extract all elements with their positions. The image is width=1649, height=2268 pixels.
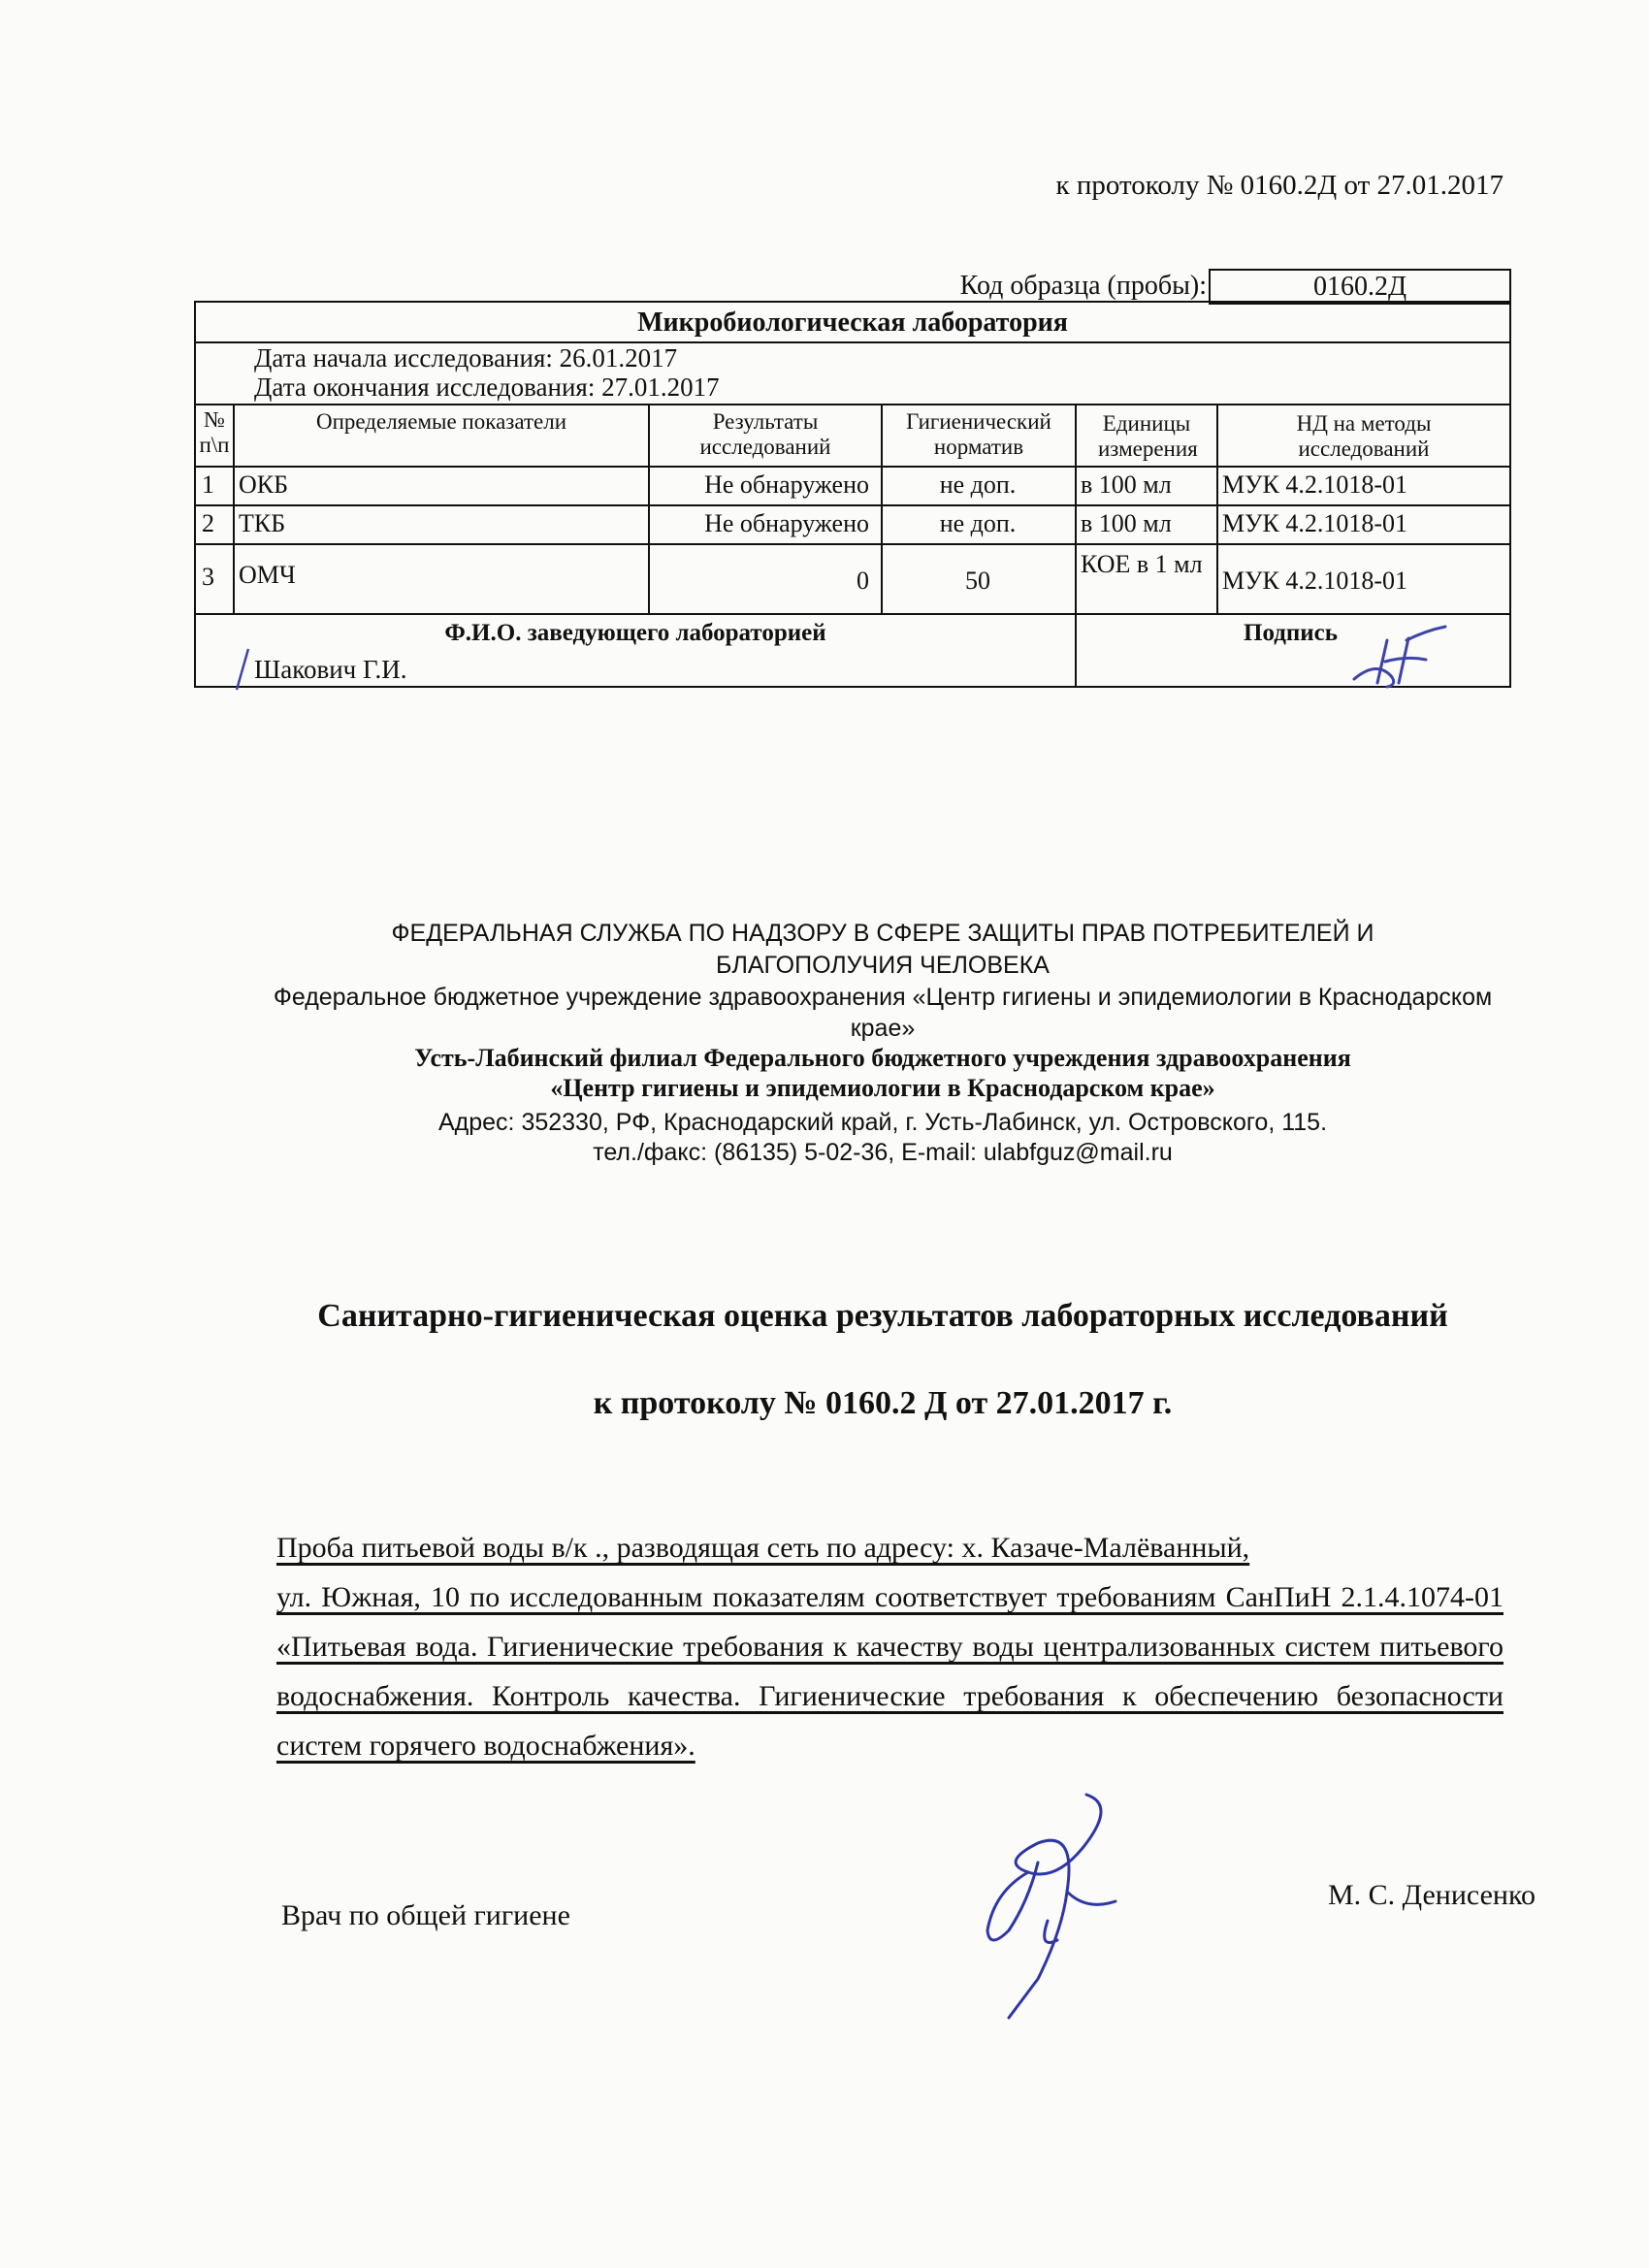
row3-number: 3 (202, 563, 214, 591)
row2-number: 2 (202, 509, 214, 537)
row1-indicator: ОКБ (239, 470, 289, 499)
row1-number: 1 (202, 470, 214, 499)
results-table (194, 301, 1511, 688)
org-line-4: крае» (850, 1015, 916, 1042)
doctor-position: Врач по общей гигиене (281, 1899, 570, 1931)
row3-unit: КОЕ в 1 мл (1081, 550, 1203, 578)
handwritten-tick-icon (229, 645, 258, 694)
lab-title: Микробиологическая лаборатория (637, 308, 1068, 338)
study-start-date: Дата начала исследования: 26.01.2017 (254, 343, 678, 373)
branch-line-2: «Центр гигиены и эпидемиологии в Краснодарском крае» (550, 1074, 1215, 1102)
row2-method: МУК 4.2.1018-01 (1222, 509, 1408, 537)
row2-result: Не обнаружено (704, 509, 869, 537)
row1-result: Не обнаружено (704, 470, 869, 499)
row1-method: МУК 4.2.1018-01 (1222, 470, 1408, 499)
row2-norm: не доп. (939, 509, 1017, 537)
row3-norm: 50 (965, 567, 990, 595)
sample-code-value: 0160.2Д (1209, 269, 1511, 305)
conclusion-paragraph: ул. Южная, 10 по исследованным показателям соответствует требованиям СанПиН 2.1.4.1074-01 «Питьевая вода. Гигиенические требования к качеству воды централизованных систем питьевого водоснабжения. Контроль качества. Гигиенические требования к обеспечению безопасности систем горячего водоснабжения». (276, 1581, 1504, 1762)
study-end-date: Дата окончания исследования: 27.01.2017 (254, 373, 720, 402)
branch-line-1: Усть-Лабинский филиал Федерального бюджетного учреждения здравоохранения (414, 1044, 1351, 1072)
col-header-indicator: Определяемые показатели (315, 409, 567, 434)
org-line-3: Федеральное бюджетное учреждение здравоохранения «Центр гигиены и эпидемиологии в Краснодарском (273, 984, 1493, 1011)
signature-label: Подпись (1244, 620, 1338, 646)
row2-unit: в 100 мл (1081, 509, 1172, 537)
col-header-method: НД на методы исследований (1296, 411, 1432, 461)
col-header-result: Результаты исследований (699, 409, 831, 459)
col-header-unit: Единицы измерения (1098, 411, 1198, 461)
org-line-2: БЛАГОПОЛУЧИЯ ЧЕЛОВЕКА (716, 952, 1050, 979)
sample-code-row (194, 269, 1511, 303)
doctor-name: М. С. Денисенко (1327, 1879, 1536, 1911)
row1-unit: в 100 мл (1081, 470, 1172, 499)
lab-head-signature-icon (1348, 621, 1455, 698)
row3-method: МУК 4.2.1018-01 (1222, 567, 1408, 595)
col-header-norm: Гигиенический норматив (906, 409, 1051, 459)
row1-norm: не доп. (939, 470, 1017, 499)
org-line-1: ФЕДЕРАЛЬНАЯ СЛУЖБА ПО НАДЗОРУ В СФЕРЕ ЗАЩИТЫ ПРАВ ПОТРЕБИТЕЛЕЙ И (391, 920, 1374, 947)
row3-result: 0 (857, 567, 869, 595)
row2-indicator: ТКБ (239, 509, 286, 537)
doctor-signature-icon (970, 1785, 1135, 2027)
assessment-subtitle: к протоколу № 0160.2 Д от 27.01.2017 г. (593, 1385, 1173, 1421)
col-header-number: № п\п (199, 407, 230, 457)
sample-code-label: Код образца (пробы): (959, 271, 1207, 301)
protocol-reference: к протоколу № 0160.2Д от 27.01.2017 (1055, 170, 1504, 201)
conclusion-line-1: Проба питьевой воды в/к ., разводящая сеть по адресу: х. Казаче-Малёванный, (276, 1532, 1250, 1564)
lab-head-label: Ф.И.О. заведующего лабораторией (444, 620, 826, 646)
lab-head-name: Шакович Г.И. (254, 655, 407, 684)
row3-indicator: ОМЧ (239, 561, 296, 589)
org-contacts: тел./факс: (86135) 5-02-36, E-mail: ulabfguz@mail.ru (593, 1139, 1173, 1166)
assessment-title: Санитарно-гигиеническая оценка результатов лабораторных исследований (317, 1298, 1448, 1334)
org-address: Адрес: 352330, РФ, Краснодарский край, г. Усть-Лабинск, ул. Островского, 115. (437, 1109, 1328, 1136)
